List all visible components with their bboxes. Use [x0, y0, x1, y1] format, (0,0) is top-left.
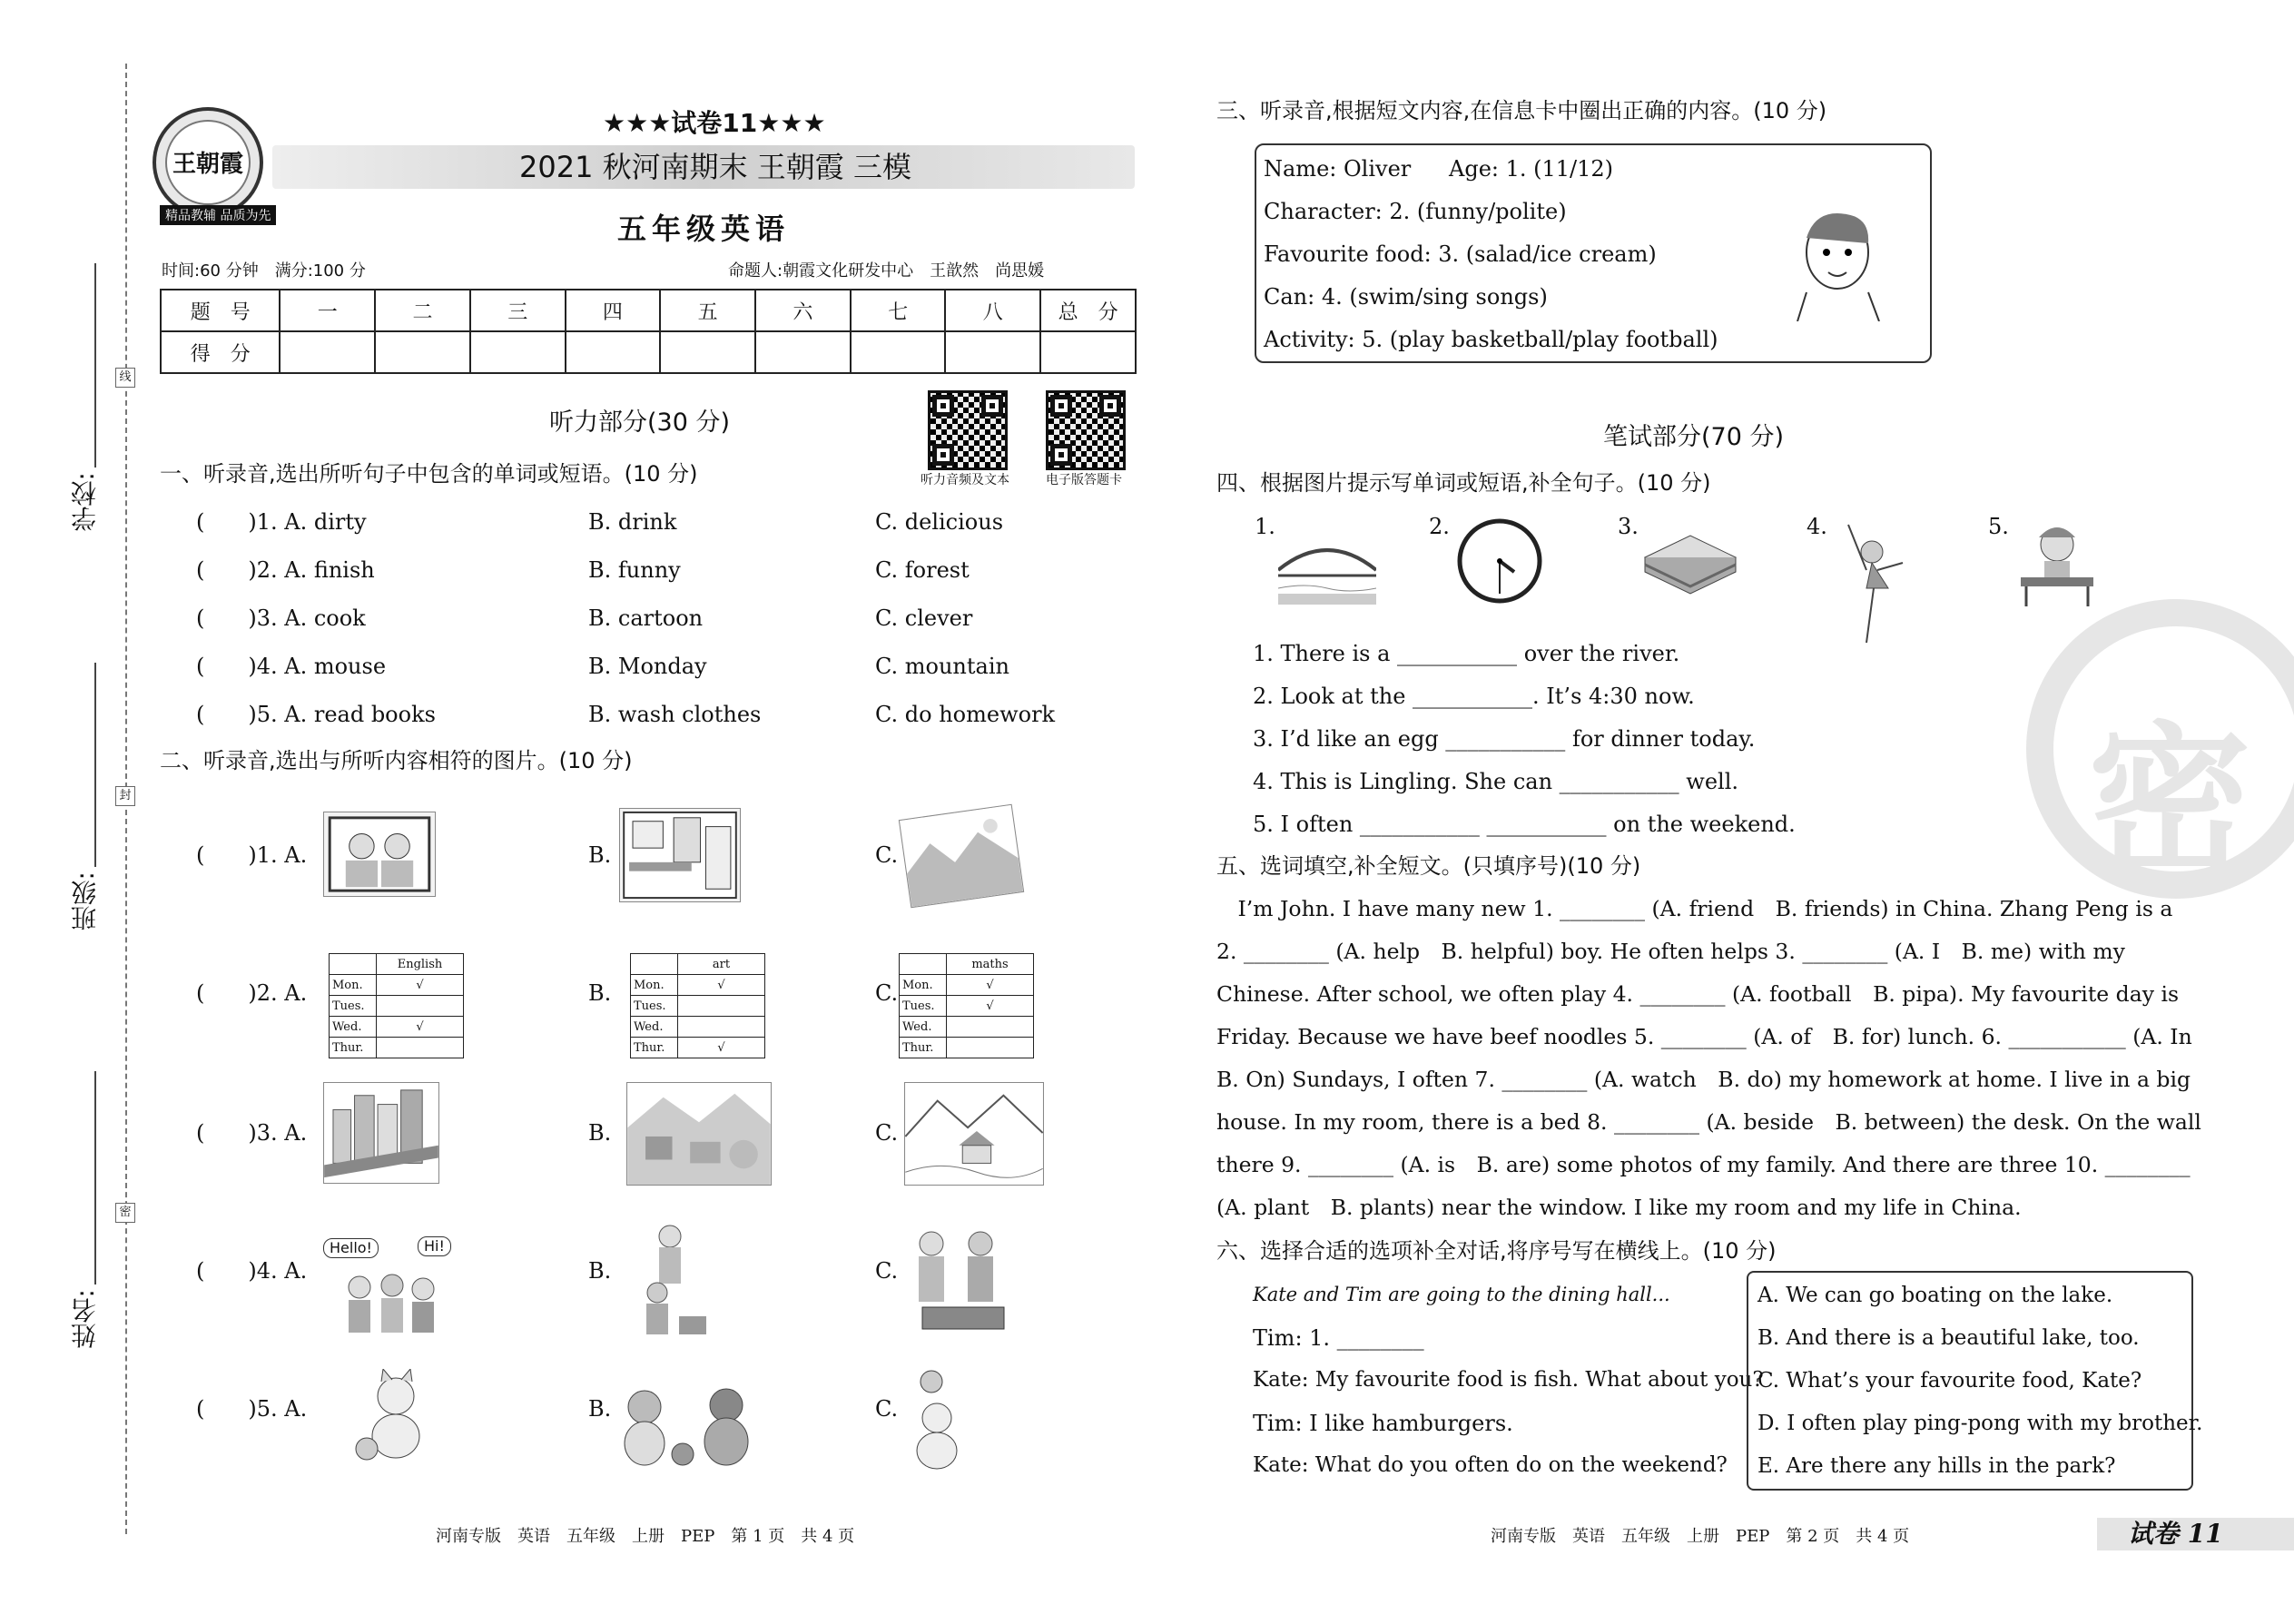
- q6-option: C. What’s your favourite food, Kate?: [1757, 1369, 2142, 1393]
- class-line: [94, 663, 96, 867]
- sandwich-image: [1639, 530, 1741, 595]
- q5-line: house. In my room, there is a bed 8. ________ (A. beside B. between) the desk. On the wall: [1216, 1109, 2201, 1135]
- mark-line: 线: [115, 368, 135, 388]
- village-hills-image: [626, 1082, 772, 1186]
- cat-ball-image: [350, 1369, 434, 1463]
- qr-code-answer-card[interactable]: [1046, 390, 1126, 470]
- card-name: Name: Oliver: [1264, 156, 1412, 182]
- score-cell: 二: [375, 290, 470, 331]
- family-photo-image: [323, 812, 436, 897]
- q1-item-c: C. delicious: [875, 509, 1004, 535]
- name-line: [94, 1071, 96, 1284]
- score-input[interactable]: [566, 331, 661, 373]
- card-character: Character: 2. (funny/polite): [1264, 199, 1567, 224]
- landscape-photo-image: [899, 804, 1024, 909]
- q5-title: 五、选词填空,补全短文。(只填序号)(10 分): [1216, 853, 1641, 879]
- q1-item-b: B. funny: [588, 557, 681, 583]
- exam-number: ★★★试卷11★★★: [603, 108, 826, 138]
- option-c-label: C.: [875, 1258, 899, 1284]
- q6-option: B. And there is a beautiful lake, too.: [1757, 1326, 2140, 1350]
- q1-item-c: C. forest: [875, 557, 970, 583]
- watermark-text: 密: [2088, 708, 2252, 898]
- q3-title: 三、听录音,根据短文内容,在信息卡中圈出正确的内容。(10 分): [1216, 98, 1827, 123]
- score-cell: 总 分: [1040, 290, 1136, 331]
- q4-sentence: 4. This is Lingling. She can ___________ well.: [1253, 769, 1739, 794]
- option-b-label: B.: [588, 1120, 612, 1146]
- day-cell: Mon.: [631, 975, 678, 996]
- option-c-label: C.: [875, 1120, 899, 1146]
- q2-item: ( )5. A.: [196, 1396, 308, 1422]
- q5-line: I’m John. I have many new 1. ________ (A. friend B. friends) in China. Zhang Peng is a: [1216, 896, 2173, 921]
- day-cell: Mon.: [330, 975, 377, 996]
- subject-title: 五年级英语: [617, 212, 791, 246]
- check-cell: [947, 1038, 1034, 1058]
- check-cell: [377, 996, 464, 1017]
- q1-item-a: ( )4. A. mouse: [196, 654, 387, 679]
- class-label: 班级:: [70, 871, 100, 931]
- timetable-art: [630, 953, 765, 1058]
- q1-item-b: B. Monday: [588, 654, 707, 679]
- check-cell: [678, 996, 765, 1017]
- score-cell: 题 号: [161, 290, 280, 331]
- q1-item-a: ( )3. A. cook: [196, 605, 366, 631]
- q4-sentence: 5. I often ___________ ___________ on the weekend.: [1253, 812, 1796, 837]
- q4-pic-num: 2.: [1429, 514, 1450, 539]
- qr-code-audio[interactable]: [928, 390, 1008, 470]
- card-can: Can: 4. (swim/sing songs): [1264, 284, 1548, 310]
- option-c-label: C.: [875, 1396, 899, 1422]
- city-buildings-image: [323, 1082, 439, 1184]
- score-cell: 得 分: [161, 331, 280, 373]
- footer-right: 河南专版 英语 五年级 上册 PEP 第 2 页 共 4 页: [1491, 1527, 1910, 1546]
- q6-dialogue-line: Kate: My favourite food is fish. What about you?: [1253, 1368, 1764, 1392]
- school-line: [94, 263, 96, 468]
- q6-dialogue-line: Tim: 1. ________: [1253, 1325, 1424, 1351]
- q6-title: 六、选择合适的选项补全对话,将序号写在横线上。(10 分): [1216, 1238, 1777, 1264]
- score-input[interactable]: [375, 331, 470, 373]
- check-cell: √: [678, 1038, 765, 1058]
- q1-item-a: ( )1. A. dirty: [196, 509, 367, 535]
- q2-item: ( )3. A.: [196, 1120, 308, 1146]
- check-cell: √: [678, 975, 765, 996]
- girl-at-desk-image: [2012, 517, 2102, 608]
- score-cell: 四: [566, 290, 661, 331]
- option-b-label: B.: [588, 1258, 612, 1284]
- option-b-label: B.: [588, 980, 612, 1006]
- score-cell: 六: [755, 290, 851, 331]
- q4-sentence: 3. I’d like an egg ___________ for dinner today.: [1253, 726, 1756, 752]
- q5-line: B. On) Sundays, I often 7. ________ (A. watch B. do) my homework at home. I live in a big: [1216, 1067, 2191, 1092]
- check-cell: [377, 1038, 464, 1058]
- check-cell: √: [947, 996, 1034, 1017]
- q2-item: ( )4. A.: [196, 1258, 308, 1284]
- dancing-girl-image: [1830, 516, 1921, 652]
- q1-item-c: C. do homework: [875, 702, 1056, 727]
- q4-sentence: 1. There is a ___________ over the river.: [1253, 641, 1680, 666]
- q4-pic-num: 3.: [1618, 514, 1639, 539]
- room-furniture-image: [619, 808, 741, 902]
- check-cell: √: [377, 975, 464, 996]
- score-cell: 一: [280, 290, 375, 331]
- exam-title: 2021 秋河南期末 王朝霞 三模: [519, 150, 911, 184]
- score-cell: 五: [660, 290, 755, 331]
- writing-title: 笔试部分(70 分): [1603, 423, 1785, 451]
- q6-option: D. I often play ping-pong with my brother.: [1757, 1412, 2203, 1435]
- q4-title: 四、根据图片提示写单词或短语,补全句子。(10 分): [1216, 470, 1711, 496]
- exam-meta-right: 命题人:朝霞文化研发中心 王歆然 尚思媛: [728, 261, 1045, 281]
- mark-secret: 密: [115, 1203, 135, 1223]
- q1-item-c: C. mountain: [875, 654, 1009, 679]
- bridge-image: [1278, 525, 1376, 605]
- day-cell: Wed.: [631, 1017, 678, 1038]
- children-cooking-image: [904, 1224, 1011, 1336]
- score-table: [160, 289, 1137, 374]
- q2-item: ( )2. A.: [196, 980, 308, 1006]
- score-input[interactable]: [755, 331, 851, 373]
- qr-answer-label: 电子版答题卡: [1046, 473, 1122, 487]
- day-cell: Tues.: [900, 996, 947, 1017]
- q1-item-b: B. cartoon: [588, 605, 704, 631]
- q5-line: there 9. ________ (A. is B. are) some photos of my family. And there are three 10. ________: [1216, 1152, 2191, 1177]
- speech-bubble-hello: Hello!: [323, 1238, 379, 1258]
- score-cell: 八: [945, 290, 1040, 331]
- day-cell: Tues.: [631, 996, 678, 1017]
- q6-dialogue-intro: Kate and Tim are going to the dining hall...: [1253, 1284, 1670, 1305]
- option-c-label: C.: [875, 842, 899, 868]
- score-cell: 七: [851, 290, 946, 331]
- check-cell: [947, 1017, 1034, 1038]
- brand-logo: [153, 107, 263, 218]
- day-cell: Thur.: [900, 1038, 947, 1058]
- q4-pic-num: 1.: [1255, 514, 1275, 539]
- q1-item-a: ( )5. A. read books: [196, 702, 436, 727]
- timetable-header: art: [678, 954, 765, 975]
- score-input[interactable]: [1040, 331, 1136, 373]
- q5-line: (A. plant B. plants) near the window. I like my room and my life in China.: [1216, 1195, 2022, 1220]
- logo-tag: 精品教辅 品质为先: [160, 205, 276, 225]
- q4-pic-num: 4.: [1807, 514, 1827, 539]
- q6-dialogue-line: Kate: What do you often do on the weekend?: [1253, 1453, 1728, 1477]
- score-input[interactable]: [945, 331, 1040, 373]
- listening-title: 听力部分(30 分): [549, 408, 731, 437]
- q4-sentence: 2. Look at the ___________. It’s 4:30 now.: [1253, 684, 1695, 709]
- card-age: Age: 1. (11/12): [1449, 156, 1614, 182]
- q2-item: ( )1. A.: [196, 842, 308, 868]
- q6-option: A. We can go boating on the lake.: [1757, 1284, 2113, 1307]
- q5-line: Chinese. After school, we often play 4. ________ (A. football B. pipa). My favourite day is: [1216, 981, 2180, 1007]
- score-input[interactable]: [660, 331, 755, 373]
- q1-item-c: C. clever: [875, 605, 973, 631]
- q5-line: 2. ________ (A. help B. helpful) boy. He often helps 3. ________ (A. I B. me) with my: [1216, 939, 2125, 964]
- day-cell: Thur.: [631, 1038, 678, 1058]
- q5-line: Friday. Because we have beef noodles 5. ________ (A. of B. for) lunch. 6. ___________ (A. In: [1216, 1024, 2192, 1049]
- day-cell: Thur.: [330, 1038, 377, 1058]
- clock-image: [1456, 517, 1543, 605]
- timetable-maths: [899, 953, 1034, 1058]
- day-cell: Mon.: [900, 975, 947, 996]
- check-cell: √: [947, 975, 1034, 996]
- check-cell: √: [377, 1017, 464, 1038]
- logo-text: 王朝霞: [165, 120, 251, 205]
- q6-dialogue-line: Tim: I like hamburgers.: [1253, 1411, 1513, 1436]
- footer-tag: 试卷 11: [2128, 1519, 2223, 1549]
- option-b-label: B.: [588, 1396, 612, 1422]
- footer-left: 河南专版 英语 五年级 上册 PEP 第 1 页 共 4 页: [436, 1527, 855, 1546]
- timetable-header: maths: [947, 954, 1034, 975]
- mark-seal: 封: [115, 786, 135, 806]
- q1-item-a: ( )2. A. finish: [196, 557, 375, 583]
- two-dogs-image: [614, 1383, 763, 1471]
- card-food: Favourite food: 3. (salad/ice cream): [1264, 241, 1657, 267]
- score-cell: 三: [470, 290, 566, 331]
- mountain-house-image: [904, 1082, 1044, 1186]
- card-activity: Activity: 5. (play basketball/play football): [1264, 327, 1718, 352]
- timetable-header: English: [377, 954, 464, 975]
- q2-title: 二、听录音,选出与所听内容相符的图片。(10 分): [160, 748, 633, 773]
- exam-meta-left: 时间:60 分钟 满分:100 分: [162, 261, 366, 281]
- score-input[interactable]: [280, 331, 375, 373]
- option-c-label: C.: [875, 980, 899, 1006]
- day-cell: Wed.: [900, 1017, 947, 1038]
- day-cell: Tues.: [330, 996, 377, 1017]
- score-header-row: [161, 290, 1136, 331]
- q1-title: 一、听录音,选出所听句子中包含的单词或短语。(10 分): [160, 461, 698, 487]
- school-label: 学校:: [70, 472, 100, 532]
- score-input[interactable]: [851, 331, 946, 373]
- timetable-english: [329, 953, 464, 1058]
- q1-item-b: B. drink: [588, 509, 677, 535]
- speech-bubble-hi: Hi!: [418, 1236, 451, 1256]
- qr-audio-label: 听力音频及文本: [921, 473, 1009, 487]
- boy-portrait-image: [1788, 202, 1883, 321]
- q6-option: E. Are there any hills in the park?: [1757, 1454, 2116, 1478]
- dog-ball-image: [904, 1369, 970, 1471]
- q1-item-b: B. wash clothes: [588, 702, 762, 727]
- children-cleaning-image: [625, 1218, 715, 1345]
- check-cell: [678, 1017, 765, 1038]
- score-value-row: [161, 331, 1136, 373]
- q4-pic-num: 5.: [1988, 514, 2009, 539]
- score-input[interactable]: [470, 331, 566, 373]
- name-label: 姓名:: [70, 1289, 100, 1349]
- option-b-label: B.: [588, 842, 612, 868]
- day-cell: Wed.: [330, 1017, 377, 1038]
